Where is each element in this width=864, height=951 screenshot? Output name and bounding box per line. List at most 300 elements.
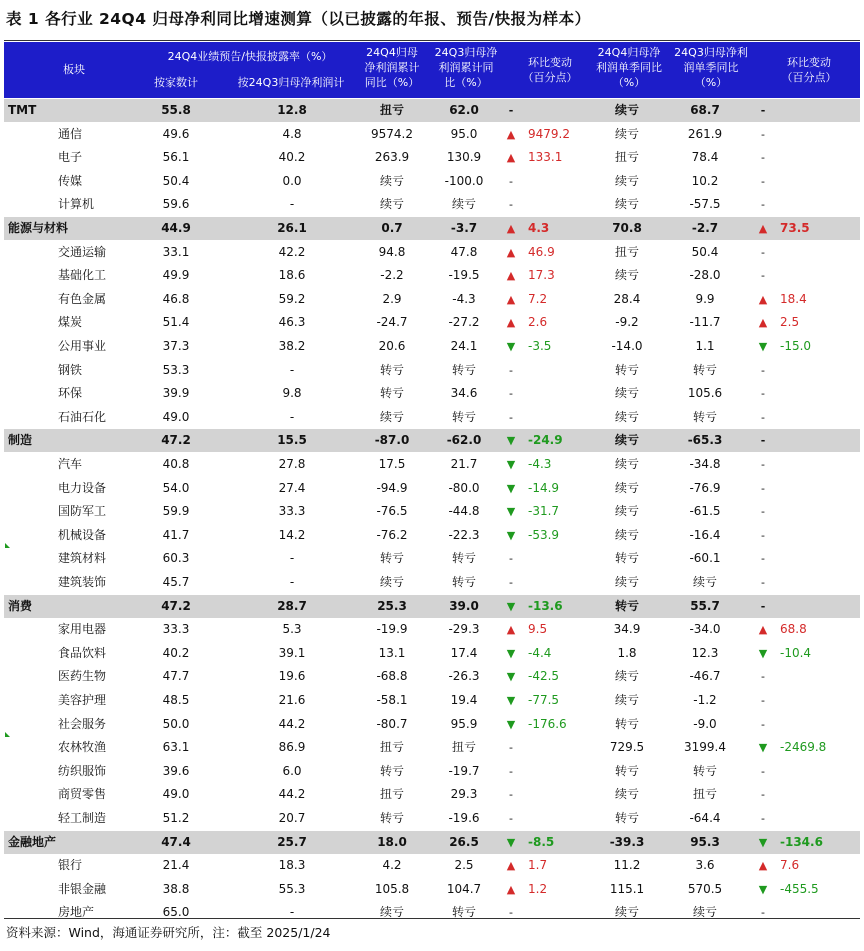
change-single-arrow-cell: - [761,269,765,283]
change-cum-cell: -3.5 [528,339,552,353]
q4-cum-yoy-cell: -76.5 [376,504,408,519]
q4-cum-yoy-cell: 94.8 [378,244,406,259]
disclosure-profit-cell: 6.0 [282,763,302,778]
q4-cum-yoy-cell: 扭亏 [379,787,404,802]
change-cum-cell: -42.5 [528,669,560,684]
change-cum-arrow-cell: ▲ [506,151,516,165]
change-single-arrow-cell: - [761,481,765,495]
change-cum-arrow-cell: ▼ [506,835,516,849]
q3-cum-yoy-cell: -26.3 [448,669,480,684]
disclosure-count-cell: 63.1 [162,740,190,755]
q3-single-yoy-cell: -16.4 [689,527,721,542]
change-single-cell [780,524,856,547]
section-row [4,831,860,854]
q4-single-yoy-cell: 续亏 [614,386,639,401]
change-cum-cell: 2.6 [528,315,548,330]
header-change-cum: 环比变动 （百分点） [522,56,578,84]
change-single-cell [780,477,856,500]
q4-cum-yoy-cell: -68.8 [376,669,408,684]
top-rule [4,40,860,41]
change-single-cell [780,193,856,216]
q3-single-yoy-cell: -64.4 [689,811,721,825]
table-row [4,288,860,311]
q4-cum-yoy-cell: -80.7 [376,716,408,731]
q3-single-yoy-cell: 261.9 [687,126,723,141]
q4-single-yoy-cell: 729.5 [609,740,645,755]
q3-single-yoy-cell: 95.3 [690,834,720,849]
change-cum-arrow-cell: - [509,764,513,778]
disclosure-count-cell: 39.6 [162,763,190,778]
row-name-cell: 商贸零售 [58,787,107,802]
change-cum-cell: 7.2 [528,291,548,306]
q3-cum-yoy-cell: -80.0 [448,480,480,495]
disclosure-profit-cell: 9.8 [282,386,302,401]
q3-single-yoy-cell: 3.6 [695,858,715,873]
row-name-cell: 轻工制造 [58,811,107,825]
row-name-cell: 计算机 [58,197,95,212]
change-single-cell [780,453,856,476]
q4-single-yoy-cell: 续亏 [614,409,639,424]
cell-comment-marker [5,732,10,737]
disclosure-profit-cell: 19.6 [278,669,306,684]
disclosure-count-cell: 33.1 [162,244,190,259]
table-row [4,264,860,287]
table-row [4,193,860,216]
table-row [4,335,860,358]
change-cum-arrow-cell: ▲ [506,882,516,896]
q4-single-yoy-cell: 转亏 [614,716,639,731]
disclosure-profit-cell: 44.2 [278,787,306,802]
disclosure-count-cell: 47.7 [162,669,190,684]
q4-single-yoy-cell: 续亏 [614,669,639,684]
change-cum-cell: -14.9 [528,480,560,495]
table-row [4,359,860,382]
disclosure-profit-cell: 33.3 [278,504,306,519]
change-single-cell [780,901,856,924]
q4-cum-yoy-cell: 9574.2 [371,126,413,141]
disclosure-profit-cell: 38.2 [278,339,306,353]
disclosure-profit-cell: - [289,362,295,377]
change-single-arrow-cell: ▼ [758,741,768,755]
q4-cum-yoy-cell: -58.1 [376,693,408,707]
change-cum-cell: 46.9 [528,244,555,259]
change-cum-arrow-cell: - [509,812,513,825]
disclosure-profit-cell: 27.8 [278,457,306,471]
disclosure-count-cell: 45.7 [162,575,190,589]
disclosure-profit-cell: 12.8 [277,103,307,117]
q3-single-yoy-cell: 105.6 [687,386,723,401]
change-single-cell [780,146,856,169]
change-single-arrow-cell: ▼ [758,646,768,660]
change-cum-cell [528,807,598,830]
row-name-cell: 能源与材料 [8,221,69,235]
disclosure-count-cell: 49.0 [162,787,190,802]
q3-cum-yoy-cell: -29.3 [448,622,480,637]
disclosure-count-cell: 44.9 [161,221,191,235]
change-single-cell: 18.4 [780,291,807,306]
disclosure-profit-cell: - [289,905,295,920]
q3-cum-yoy-cell: 29.3 [450,787,478,802]
disclosure-count-cell: 54.0 [162,480,190,495]
table-row [4,453,860,476]
q4-single-yoy-cell: 续亏 [614,433,639,448]
change-cum-arrow-cell: ▼ [506,458,516,471]
q3-single-yoy-cell: -46.7 [689,669,721,684]
q4-single-yoy-cell: -9.2 [615,315,639,330]
q4-single-yoy-cell: 转亏 [614,811,639,825]
change-single-arrow-cell: - [761,764,765,778]
q4-cum-yoy-cell: -19.9 [376,622,408,637]
table-row [4,760,860,783]
table-row [4,146,860,169]
disclosure-profit-cell: 86.9 [278,740,306,755]
q4-single-yoy-cell: 转亏 [614,551,639,566]
q4-single-yoy-cell: 续亏 [614,197,639,212]
disclosure-count-cell: 65.0 [162,905,190,920]
change-single-cell: -134.6 [780,834,823,849]
q3-cum-yoy-cell: -3.7 [450,221,478,235]
q3-single-yoy-cell: 50.4 [691,244,719,259]
change-single-cell: -455.5 [780,881,819,896]
q4-single-yoy-cell: 扭亏 [614,244,639,259]
q4-cum-yoy-cell: 转亏 [379,551,404,566]
q3-single-yoy-cell: -34.8 [689,457,721,471]
disclosure-profit-cell: 5.3 [282,622,302,637]
change-single-cell [780,571,856,594]
change-single-cell [780,382,856,405]
table-row [4,854,860,877]
disclosure-count-cell: 33.3 [162,622,190,637]
change-cum-arrow-cell: - [509,576,513,589]
change-cum-cell: 9479.2 [528,126,570,141]
change-single-arrow-cell: - [761,788,765,802]
row-name-cell: 建筑装饰 [58,575,107,589]
q4-single-yoy-cell: 70.8 [612,221,642,235]
disclosure-count-cell: 47.4 [161,834,191,849]
q4-cum-yoy-cell: -94.9 [376,480,408,495]
change-single-cell [780,595,856,618]
q3-single-yoy-cell: -61.5 [689,504,721,519]
change-cum-arrow-cell: ▼ [506,717,516,731]
q4-single-yoy-cell: 115.1 [609,881,645,896]
change-single-arrow-cell: - [761,174,765,188]
q3-cum-yoy-cell: -27.2 [448,315,480,330]
header-q4-cum: 24Q4归母 净利润累计 同比（%） [364,46,420,89]
disclosure-count-cell: 46.8 [162,291,190,306]
q3-cum-yoy-cell: -62.0 [446,433,482,448]
change-cum-arrow-cell: - [509,174,513,188]
change-single-arrow-cell: - [761,363,765,377]
q3-cum-yoy-cell: -19.7 [448,763,480,778]
change-single-cell [780,665,856,688]
q4-cum-yoy-cell: 转亏 [379,362,404,377]
change-cum-arrow-cell: ▼ [506,599,516,613]
q4-cum-yoy-cell: 13.1 [378,645,406,660]
q4-cum-yoy-cell: 转亏 [379,763,404,778]
change-single-arrow-cell: - [761,670,765,684]
row-name-cell: 建筑材料 [58,551,107,566]
change-cum-cell [528,547,598,570]
q4-single-yoy-cell: 11.2 [613,858,641,873]
change-single-arrow-cell: ▲ [758,222,768,235]
disclosure-profit-cell: 21.6 [278,693,306,707]
disclosure-count-cell: 55.8 [161,103,191,117]
q3-cum-yoy-cell: -22.3 [448,527,480,542]
change-cum-arrow-cell: ▼ [506,481,516,495]
change-single-arrow-cell: - [761,906,765,920]
disclosure-profit-cell: 18.3 [278,858,306,873]
change-cum-arrow-cell: - [509,410,513,424]
change-cum-cell: 9.5 [528,622,548,637]
q4-cum-yoy-cell: 续亏 [379,197,404,212]
change-cum-arrow-cell: - [509,741,513,755]
change-single-cell [780,713,856,736]
row-name-cell: 有色金属 [58,291,107,306]
q4-cum-yoy-cell: 续亏 [379,173,404,188]
header-by-count: 按家数计 [154,76,198,89]
q4-single-yoy-cell: 续亏 [614,693,639,707]
q3-single-yoy-cell: 570.5 [687,881,723,896]
q3-single-yoy-cell: -65.3 [687,433,723,448]
header-by-profit: 按24Q3归母净利润计 [237,76,345,89]
q3-single-yoy-cell: -34.0 [689,622,721,637]
change-single-arrow-cell: - [761,552,765,566]
change-single-arrow-cell: ▲ [758,316,768,330]
row-name-cell: 电子 [58,150,83,165]
disclosure-profit-cell: 0.0 [282,173,302,188]
table-row [4,807,860,830]
change-cum-cell [528,193,598,216]
change-single-arrow-cell: - [761,528,765,542]
change-cum-cell: 4.3 [528,221,550,235]
q3-cum-yoy-cell: 转亏 [451,551,476,566]
row-name-cell: 消费 [8,598,33,613]
disclosure-profit-cell: 14.2 [278,527,306,542]
q3-single-yoy-cell: 续亏 [692,905,717,920]
q3-single-yoy-cell: 55.7 [690,598,720,613]
change-cum-arrow-cell: ▲ [506,623,516,637]
row-name-cell: 电力设备 [58,480,107,495]
change-single-cell: 73.5 [780,221,810,235]
disclosure-count-cell: 50.0 [162,716,190,731]
change-cum-cell [528,359,598,382]
change-cum-arrow-cell: ▲ [506,859,516,873]
change-single-arrow-cell: - [761,717,765,731]
change-single-arrow-cell: ▲ [758,292,768,306]
cell-comment-marker [5,543,10,548]
row-name-cell: 煤炭 [58,315,83,330]
change-single-arrow-cell: - [761,576,765,589]
change-cum-cell [528,736,598,759]
change-cum-arrow-cell: ▼ [506,670,516,684]
change-single-cell [780,760,856,783]
change-single-cell [780,689,856,712]
q3-single-yoy-cell: -76.9 [689,480,721,495]
row-name-cell: 制造 [8,433,33,448]
table-row [4,406,860,429]
disclosure-count-cell: 49.9 [162,268,190,283]
change-single-arrow-cell: - [760,104,766,117]
q4-cum-yoy-cell: 续亏 [379,575,404,589]
change-single-cell [780,123,856,146]
change-cum-cell [528,901,598,924]
q3-cum-yoy-cell: 39.0 [449,598,479,613]
change-single-arrow-cell: ▼ [758,835,768,849]
q3-cum-yoy-cell: -19.5 [448,268,480,283]
source-note: 资料来源：Wind，海通证券研究所，注：截至 2025/1/24 [6,925,331,940]
header-board: 板块 [63,63,85,76]
change-cum-cell: -4.4 [528,645,552,660]
disclosure-count-cell: 49.6 [162,126,190,141]
disclosure-count-cell: 21.4 [162,858,190,873]
q4-cum-yoy-cell: 20.6 [378,339,406,353]
q4-cum-yoy-cell: 0.7 [381,221,403,235]
change-cum-arrow-cell: ▲ [506,269,516,283]
change-single-cell [780,429,856,452]
change-single-cell [780,406,856,429]
change-cum-arrow-cell: ▲ [506,245,516,259]
q4-cum-yoy-cell: 25.3 [377,598,407,613]
q3-cum-yoy-cell: 62.0 [449,103,479,117]
section-row [4,595,860,618]
disclosure-profit-cell: 20.7 [278,811,306,825]
section-row [4,99,860,122]
change-cum-arrow-cell: - [509,198,513,212]
q4-cum-yoy-cell: 扭亏 [379,103,404,117]
change-cum-cell: -24.9 [528,433,563,448]
table-row [4,901,860,924]
change-single-arrow-cell: - [761,694,765,707]
disclosure-profit-cell: 46.3 [278,315,306,330]
q3-single-yoy-cell: 转亏 [692,362,717,377]
change-cum-cell [528,382,598,405]
disclosure-count-cell: 51.2 [162,811,190,825]
change-single-cell [780,170,856,193]
q3-single-yoy-cell: -1.2 [693,693,717,707]
row-name-cell: 公用事业 [58,339,107,353]
row-name-cell: 环保 [58,386,83,401]
change-cum-arrow-cell: ▼ [506,434,516,448]
row-name-cell: 医药生物 [58,669,107,684]
change-single-arrow-cell: - [761,387,765,401]
change-single-cell: 2.5 [780,315,800,330]
table-row [4,500,860,523]
q4-cum-yoy-cell: -87.0 [374,433,410,448]
change-cum-cell: 133.1 [528,150,563,165]
q4-single-yoy-cell: 28.4 [613,291,641,306]
q4-single-yoy-cell: 转亏 [614,598,639,613]
q4-cum-yoy-cell: 18.0 [377,834,407,849]
q3-cum-yoy-cell: 19.4 [450,693,478,707]
q3-single-yoy-cell: -11.7 [689,315,721,330]
change-single-cell [780,264,856,287]
q4-cum-yoy-cell: 4.2 [382,858,402,873]
q4-single-yoy-cell: 转亏 [614,763,639,778]
q4-cum-yoy-cell: 扭亏 [379,740,404,755]
q4-single-yoy-cell: 续亏 [614,103,639,117]
section-row [4,217,860,240]
change-cum-cell: 1.2 [528,881,548,896]
change-cum-arrow-cell: - [509,906,513,920]
q3-cum-yoy-cell: 26.5 [449,834,479,849]
q4-single-yoy-cell: 续亏 [614,480,639,495]
q3-cum-yoy-cell: 17.4 [450,645,478,660]
q4-single-yoy-cell: 续亏 [614,457,639,471]
q3-single-yoy-cell: 9.9 [695,291,715,306]
change-single-arrow-cell: - [760,434,766,448]
row-name-cell: 纺织服饰 [58,763,107,778]
disclosure-count-cell: 56.1 [162,150,190,165]
row-name-cell: 食品饮料 [58,645,107,660]
q4-cum-yoy-cell: -2.2 [380,268,404,283]
q3-cum-yoy-cell: -4.3 [452,291,476,306]
row-name-cell: 房地产 [58,905,95,920]
q3-cum-yoy-cell: 47.8 [450,244,478,259]
row-name-cell: 机械设备 [58,527,107,542]
table-row [4,382,860,405]
q4-cum-yoy-cell: 17.5 [378,457,406,471]
disclosure-profit-cell: - [289,551,295,566]
q4-single-yoy-cell: -39.3 [609,834,645,849]
change-single-cell: -2469.8 [780,740,827,755]
change-cum-arrow-cell: ▲ [506,292,516,306]
q4-cum-yoy-cell: 105.8 [374,881,410,896]
q3-cum-yoy-cell: -19.6 [448,811,480,825]
change-single-cell [780,500,856,523]
change-single-cell: 7.6 [780,858,800,873]
table-row [4,170,860,193]
row-name-cell: 家用电器 [58,622,107,637]
row-name-cell: 美容护理 [58,693,107,707]
disclosure-count-cell: 47.2 [161,433,191,448]
change-cum-cell: -53.9 [528,527,560,542]
table-row [4,477,860,500]
q3-cum-yoy-cell: 24.1 [450,339,478,353]
change-cum-arrow-cell: ▼ [506,694,516,707]
disclosure-profit-cell: 27.4 [278,480,306,495]
q4-single-yoy-cell: 续亏 [614,575,639,589]
change-cum-cell: -4.3 [528,457,552,471]
disclosure-count-cell: 60.3 [162,551,190,566]
q3-cum-yoy-cell: 21.7 [450,457,478,471]
change-cum-arrow-cell: - [509,552,513,566]
row-name-cell: 农林牧渔 [58,740,107,755]
change-single-arrow-cell: ▲ [758,623,768,637]
row-name-cell: 社会服务 [58,716,107,731]
row-name-cell: 钢铁 [58,362,83,377]
q3-cum-yoy-cell: -100.0 [444,173,484,188]
q3-single-yoy-cell: 转亏 [692,409,717,424]
change-cum-arrow-cell: ▲ [506,222,516,235]
disclosure-profit-cell: 44.2 [278,716,306,731]
change-cum-cell [528,760,598,783]
q4-single-yoy-cell: -14.0 [611,339,643,353]
bottom-rule [4,918,860,919]
change-cum-arrow-cell: ▲ [506,316,516,330]
disclosure-count-cell: 39.9 [162,386,190,401]
table-row [4,689,860,712]
table-row [4,311,860,334]
q3-single-yoy-cell: 78.4 [691,150,719,165]
q4-single-yoy-cell: 续亏 [614,504,639,519]
q3-cum-yoy-cell: 转亏 [451,905,476,920]
q4-single-yoy-cell: 34.9 [613,622,641,637]
q4-single-yoy-cell: 1.8 [617,645,637,660]
q4-single-yoy-cell: 续亏 [614,173,639,188]
q3-single-yoy-cell: 10.2 [691,173,719,188]
header-q3-single: 24Q3归母净利 润单季同比 （%） [674,46,748,89]
section-row [4,429,860,452]
